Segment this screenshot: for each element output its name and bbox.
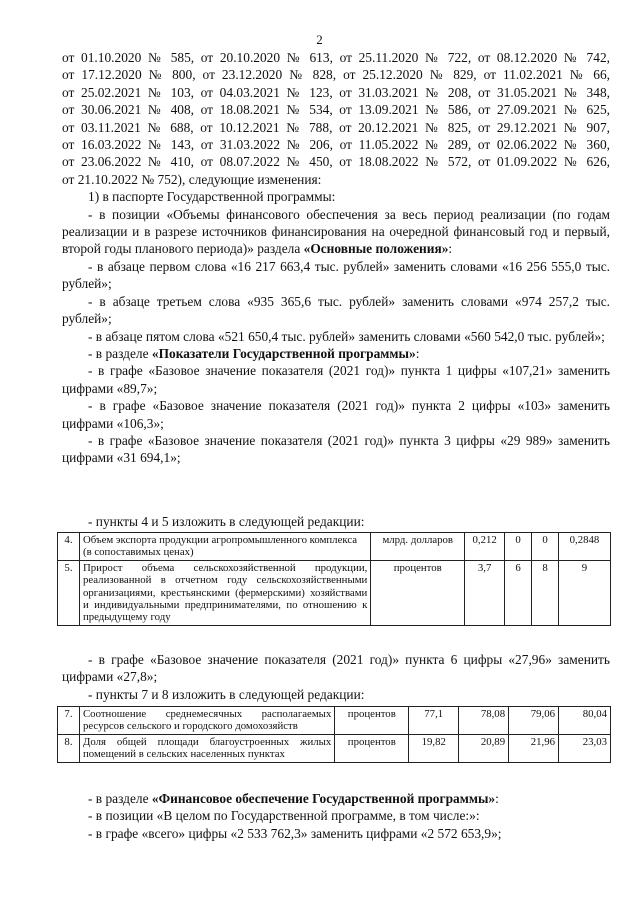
page-number: 2: [316, 32, 323, 47]
indicator-value: 6: [505, 560, 532, 625]
row-number: 7.: [58, 707, 80, 735]
section-finance-suffix: :: [495, 791, 499, 806]
indicator-value: 21,96: [509, 734, 559, 762]
indicator-name: Доля общей площади благоустроенных жилых помещений в сельских населенных пунктах: [79, 734, 334, 762]
row-number: 5.: [58, 560, 80, 625]
points-4-5-text: - пункты 4 и 5 изложить в следующей редакции:: [88, 514, 365, 529]
section-indicators-suffix: :: [415, 345, 420, 361]
funding-position-paragraph: - в позиции «Объемы финансового обеспечения за весь период реализации (по годам реализации и в разрезе источников финансирования на очередной финансовый год и первый, второй годы планового периода)» раздела «Основные положения»:: [62, 206, 610, 257]
row-number: 8.: [58, 734, 80, 762]
finance-section-block: [62, 790, 610, 842]
section-indicators-title: «Показатели Государственной программы»: [151, 345, 416, 361]
indicator-unit: процентов: [335, 734, 409, 762]
section-finance-prefix: - в разделе: [88, 791, 152, 806]
indicator-value: 23,03: [559, 734, 611, 762]
paragraph-fifth-change: - в абзаце пятом слова «521 650,4 тыс. рублей» заменить словами «560 542,0 тыс. рублей»;: [88, 328, 605, 344]
indicator-value: 78,08: [459, 707, 509, 735]
paragraph-third-change: - в абзаце третьем слова «935 365,6 тыс. рублей» заменить словами «974 257,2 тыс. рублей»;: [62, 293, 610, 327]
graph-point-3-change: - в графе «Базовое значение показателя (2021 год)» пункта 3 цифры «29 989» заменить цифрами «31 694,1»;: [62, 432, 610, 466]
indicator-value: 20,89: [459, 734, 509, 762]
table-row: [58, 533, 611, 561]
indicator-name: Объем экспорта продукции агропромышленного комплекса (в сопоставимых ценах): [79, 533, 370, 561]
indicator-value: 19,82: [409, 734, 459, 762]
graph-point-2-change: - в графе «Базовое значение показателя (2021 год)» пункта 2 цифры «103» заменить цифрами «106,3»;: [62, 398, 610, 431]
indicators-table-4-5: [57, 532, 611, 626]
indicator-value: 3,7: [465, 560, 505, 625]
intro-line: от 23.06.2022 № 410, от 08.07.2022 № 450, от 18.08.2022 № 572, от 01.09.2022 № 626,: [62, 154, 610, 170]
intro-line: от 03.11.2021 № 688, от 10.12.2021 № 788, от 20.12.2021 № 825, от 29.12.2021 № 907,: [62, 119, 610, 135]
intro-line: от 16.03.2022 № 143, от 31.03.2022 № 206, от 11.05.2022 № 289, от 02.06.2022 № 360,: [62, 137, 610, 153]
intro-line: от 17.12.2020 № 800, от 23.12.2020 № 828, от 25.12.2020 № 829, от 11.02.2021 № 66,: [62, 67, 610, 83]
indicator-unit: процентов: [335, 707, 409, 735]
section-finance-title: «Финансовое обеспечение Государственной программы»: [151, 791, 496, 806]
graph-6-block: [62, 651, 610, 703]
indicator-value: 0,2848: [559, 533, 611, 561]
indicator-name: Прирост объема сельскохозяйственной продукции, реализованной в отчетном году сельскохозяйственными организациями, крестьянскими (фермерскими) хозяйствами и индивидуальными предпринимателями, по отношению к предыдущему году: [79, 560, 370, 625]
table-row: [58, 560, 611, 625]
indicator-unit: процентов: [371, 560, 465, 625]
intro-line: от 21.10.2022 № 752), следующие изменения:: [62, 171, 322, 187]
indicator-value: 8: [532, 560, 559, 625]
item-1-heading: 1) в паспорте Государственной программы:: [88, 189, 336, 205]
graph-point-6-change: - в графе «Базовое значение показателя (2021 год)» пункта 6 цифры «27,96» заменить цифрами «27,8»;: [62, 652, 610, 685]
section-indicators-prefix: - в разделе: [88, 345, 152, 361]
table-row: [58, 734, 611, 762]
indicator-value: 9: [559, 560, 611, 625]
section-indicators-heading: [62, 345, 610, 362]
graph-total-change: - в графе «всего» цифры «2 533 762,3» заменить цифрами «2 572 653,9»;: [88, 825, 502, 841]
indicator-value: 80,04: [559, 707, 611, 735]
graph-point-1-change: - в графе «Базовое значение показателя (2021 год)» пункта 1 цифры «107,21» заменить цифрами «89,7»;: [62, 363, 610, 396]
funding-position-section: «Основные положения»: [303, 241, 449, 257]
points-7-8-text: - пункты 7 и 8 изложить в следующей редакции:: [88, 686, 365, 702]
section-finance-heading: [62, 790, 610, 807]
table-row: [58, 707, 611, 735]
indicator-value: 0: [505, 533, 532, 561]
intro-line: от 25.02.2021 № 103, от 04.03.2021 № 123, от 31.03.2021 № 208, от 31.05.2021 № 348,: [62, 84, 610, 100]
indicator-unit: млрд. долларов: [371, 533, 465, 561]
intro-line: от 01.10.2020 № 585, от 20.10.2020 № 613, от 25.11.2020 № 722, от 08.12.2020 № 742,: [62, 50, 610, 65]
row-number: 4.: [58, 533, 80, 561]
indicator-value: 0,212: [465, 533, 505, 561]
amendment-text-block: [62, 49, 610, 467]
intro-line: от 30.06.2021 № 408, от 18.08.2021 № 534, от 13.09.2021 № 586, от 27.09.2021 № 625,: [62, 102, 610, 118]
position-total-text: - в позиции «В целом по Государственной программе, в том числе:»:: [88, 808, 480, 824]
indicator-value: 79,06: [509, 707, 559, 735]
points-4-5-intro: [62, 513, 610, 530]
indicators-table-7-8: [57, 706, 611, 763]
paragraph-first-change: - в абзаце первом слова «16 217 663,4 тыс. рублей» заменить словами «16 256 555,0 тыс. рублей»;: [62, 258, 610, 292]
funding-position-text: - в позиции «Объемы финансового обеспечения за весь период реализации (по годам реализации и в разрезе источников финансирования на очередной финансовый год и первый, второй годы планового периода)» раздела: [62, 206, 610, 257]
indicator-name: Соотношение среднемесячных располагаемых ресурсов сельского и городского домохозяйств: [79, 707, 334, 735]
indicator-value: 77,1: [409, 707, 459, 735]
indicator-value: 0: [532, 533, 559, 561]
